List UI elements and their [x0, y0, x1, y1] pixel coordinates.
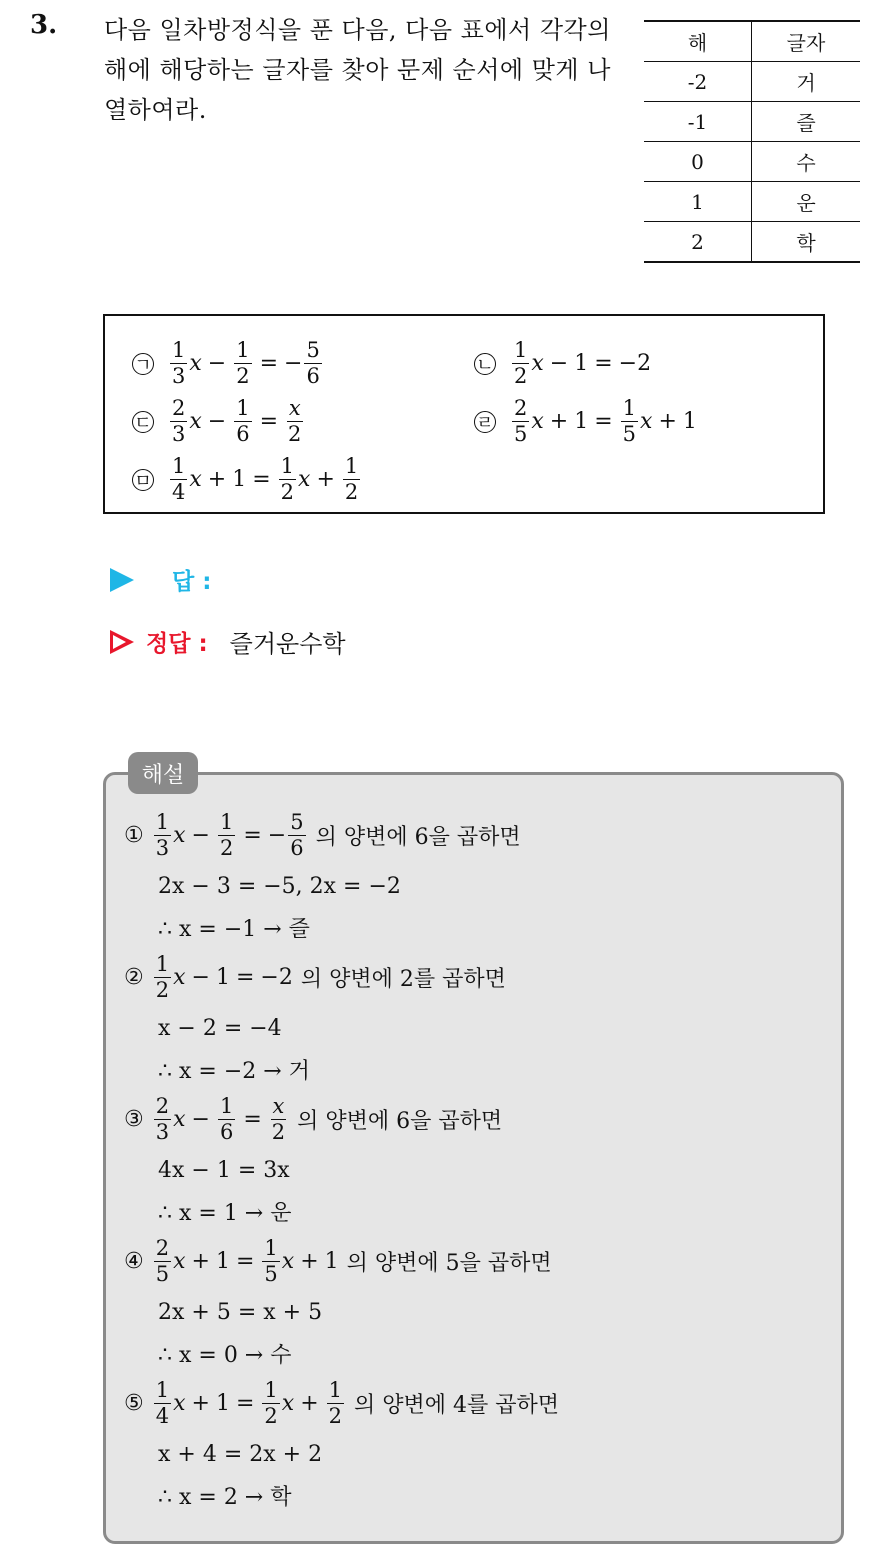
answer-label: 답 : [172, 569, 212, 595]
question-text: 다음 일차방정식을 푼 다음, 다음 표에서 각각의 해에 해당하는 글자를 찾아 문제 순서에 맞게 나열하여라. [104, 16, 611, 124]
table-cell: 수 [752, 142, 861, 182]
step-text: 의 양변에 6을 곱하면 [297, 1109, 503, 1134]
step-number: ③ [124, 1107, 144, 1132]
step-2-line: x − 2 = −4 [158, 1016, 282, 1041]
equation-mark: ㄹ [474, 411, 496, 433]
table-header-row [644, 21, 860, 62]
step-3-result: ∴ x = 1 → 운 [158, 1201, 292, 1226]
table-cell: 거 [752, 62, 861, 102]
step-1-result: ∴ x = −1 → 즐 [158, 917, 310, 942]
step-5-result: ∴ x = 2 → 학 [158, 1485, 292, 1510]
table-cell: 2 [644, 222, 752, 263]
step-text: 의 양변에 2를 곱하면 [300, 967, 506, 992]
step-text: 의 양변에 6을 곱하면 [315, 825, 521, 850]
table-cell: -2 [644, 62, 752, 102]
equation-mark: ㄷ [132, 411, 154, 433]
step-4-result: ∴ x = 0 → 수 [158, 1343, 292, 1368]
table-row [644, 102, 860, 142]
step-number: ⑤ [124, 1391, 144, 1416]
table-row [644, 142, 860, 182]
table-cell: 학 [752, 222, 861, 263]
equation-mark: ㄱ [132, 353, 154, 375]
step-1-header: ① $\frac{1}{3}$ x − $\frac{1}{2}$ = − $\frac{5}{6}$ 의 양변에 6을 곱하면 [124, 810, 521, 860]
step-4-header: ④ $\frac{2}{5}$ x + 1 = $\frac{1}{5}$ x + 1 의 양변에 5을 곱하면 [124, 1236, 552, 1286]
step-text: 의 양변에 4를 곱하면 [354, 1393, 560, 1418]
step-5-header: ⑤ $\frac{1}{4}$ x + 1 = $\frac{1}{2}$ x + $\frac{1}{2}$ 의 양변에 4를 곱하면 [124, 1378, 560, 1428]
equation-a: ㄱ $\frac{1}{3}$ x − $\frac{1}{2}$ = − $\frac{5}{6}$ [132, 340, 324, 387]
table-cell: 1 [644, 182, 752, 222]
table-cell: 즐 [752, 102, 861, 142]
step-3-line: 4x − 1 = 3x [158, 1158, 290, 1183]
step-number: ④ [124, 1249, 144, 1274]
step-3-header: ③ $\frac{2}{3}$ x − $\frac{1}{6}$ = $\frac{x}{2}$ 의 양변에 6을 곱하면 [124, 1094, 503, 1144]
equation-c: ㄷ $\frac{2}{3}$ x − $\frac{1}{6}$ = $\frac{x}{2}$ [132, 398, 305, 445]
table-cell: 0 [644, 142, 752, 182]
table-row [644, 182, 860, 222]
table-cell: -1 [644, 102, 752, 142]
step-4-line: 2x + 5 = x + 5 [158, 1300, 323, 1325]
equation-mark: ㅁ [132, 469, 154, 491]
step-5-line: x + 4 = 2x + 2 [158, 1442, 323, 1467]
step-1-line: 2x − 3 = −5, 2x = −2 [158, 874, 401, 899]
step-number: ② [124, 965, 144, 990]
play-arrow-icon [110, 568, 134, 592]
correct-answer-label: 정답 : [146, 631, 208, 657]
table-row [644, 62, 860, 102]
table-row [644, 222, 860, 263]
lookup-table [644, 20, 860, 263]
explanation-tab: 해설 [128, 752, 198, 794]
correct-answer-value: 즐거운수학 [229, 630, 346, 658]
question-number: 3. [30, 10, 58, 40]
step-text: 의 양변에 5을 곱하면 [346, 1251, 552, 1276]
table-cell: 운 [752, 182, 861, 222]
answer-line [110, 563, 211, 596]
step-number: ① [124, 823, 144, 848]
equation-d: ㄹ $\frac{2}{5}$ x + 1 = $\frac{1}{5}$ x + 1 [474, 398, 697, 445]
step-2-result: ∴ x = −2 → 거 [158, 1059, 310, 1084]
equation-e: ㅁ $\frac{1}{4}$ x + 1 = $\frac{1}{2}$ x + $\frac{1}{2}$ [132, 456, 362, 503]
table-header: 해 [644, 21, 752, 62]
equation-b: ㄴ $\frac{1}{2}$ x − 1 = −2 [474, 340, 651, 387]
correct-answer-line [110, 624, 346, 659]
equation-mark: ㄴ [474, 353, 496, 375]
table-header: 글자 [752, 21, 861, 62]
outline-arrow-icon [110, 630, 134, 654]
step-2-header: ② $\frac{1}{2}$ x − 1 = −2 의 양변에 2를 곱하면 [124, 952, 506, 1002]
